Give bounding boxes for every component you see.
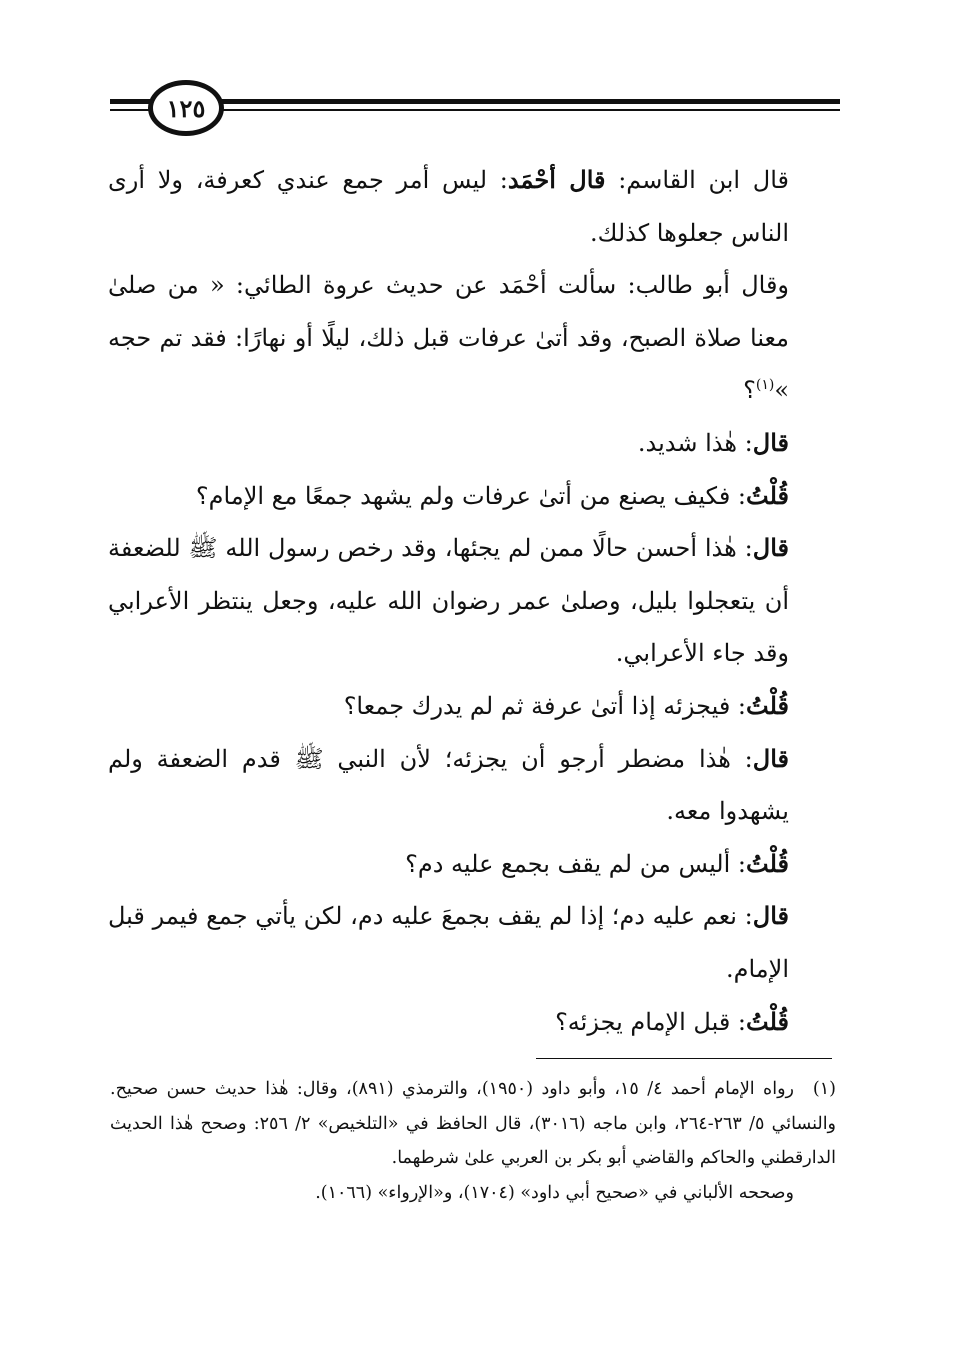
paragraph-6: قُلْتُ: فيجزئه إذا أتىٰ عرفة ثم لم يدرك جمعا؟ [343,690,789,720]
footnote-1: (١)رواه الإمام أحمد ٤/ ١٥، وأبو داود (١٩٥٠)، والترمذي (٨٩١)، وقال: هٰذا حديث حسن صحيح. والنسائي ٥/ ٢٦٣-٢٦٤، وابن ماجه (٣٠١٦)، قال الحافظ في «التلخيص» ٢/ ٢٥٦: وصحح هٰذا الحديث الدارقطني والحاكم والقاضي أبو بكر بن العربي علىٰ شرطهما. [110,1072,836,1176]
paragraph-10: قُلْتُ: قبل الإمام يجزئه؟ [555,1006,789,1036]
speaker-label: قال [752,901,789,931]
speaker-label: قُلْتُ [746,480,789,510]
paragraph-7: قال: هٰذا مضطر أرجو أن يجزئه؛ لأن النبي ﷺ قدم الضعفة ولم يشهدوا معه. [108,743,789,826]
speaker-label: قُلْتُ [746,1006,789,1036]
paragraph-8: قُلْتُ: أليس من لم يقف بجمع عليه دم؟ [405,848,789,878]
footnote-separator [536,1058,832,1059]
paragraph-2: وقال أبو طالب: سألت أحْمَد عن حديث عروة الطائي: « من صلىٰ معنا صلاة الصبح، وقد أتىٰ عرفات قبل ذلك، ليلًا أو نهارًا: فقد تم حجه »$^{(١)}$؟ [108,271,790,405]
speaker-label: قال [752,743,789,773]
main-text [108,154,836,1048]
paragraph-5: قال: هٰذا أحسن حالًا ممن لم يجئها، وقد رخص رسول الله ﷺ للضعفة أن يتعجلوا بليل، وصلىٰ عمر رضوان الله عليه، وجعل ينتظر الأعرابي وقد جاء الأعرابي. [108,533,789,668]
paragraph-9: قال: نعم عليه دم؛ إذا لم يقف بجمعَ عليه دم، لكن يأتي جمع فيمر قبل الإمام. [108,901,789,983]
paragraph-4: قُلْتُ: فكيف يصنع من أتىٰ عرفات ولم يشهد جمعًا مع الإمام؟ [195,480,789,510]
footnote-ref: (١) [755,377,775,394]
speaker-label: قال [752,533,789,563]
paragraph-3: قال: هٰذا شديد. [637,427,789,457]
speaker-label: قُلْتُ [746,848,789,878]
speaker-label: قال [752,427,789,457]
speaker-label: قال أحْمَد [507,165,606,194]
page-number: ١٢٥ [166,93,206,123]
speaker-label: قُلْتُ [746,690,789,720]
page-number-badge [148,80,224,136]
footnote-1-continuation: وصححه الألباني في «صحيح أبي داود» (١٧٠٤)، و«الإرواء» (١٠٦٦). [315,1182,794,1203]
footnote-number: (١) [812,1079,836,1099]
paragraph-1: قال ابن القاسم: قال أحْمَد: ليس أمر جمع عندي كعرفة، ولا أرى الناس جعلوها كذلك. [108,165,790,247]
footnotes [110,1072,836,1210]
page-header [110,80,840,140]
